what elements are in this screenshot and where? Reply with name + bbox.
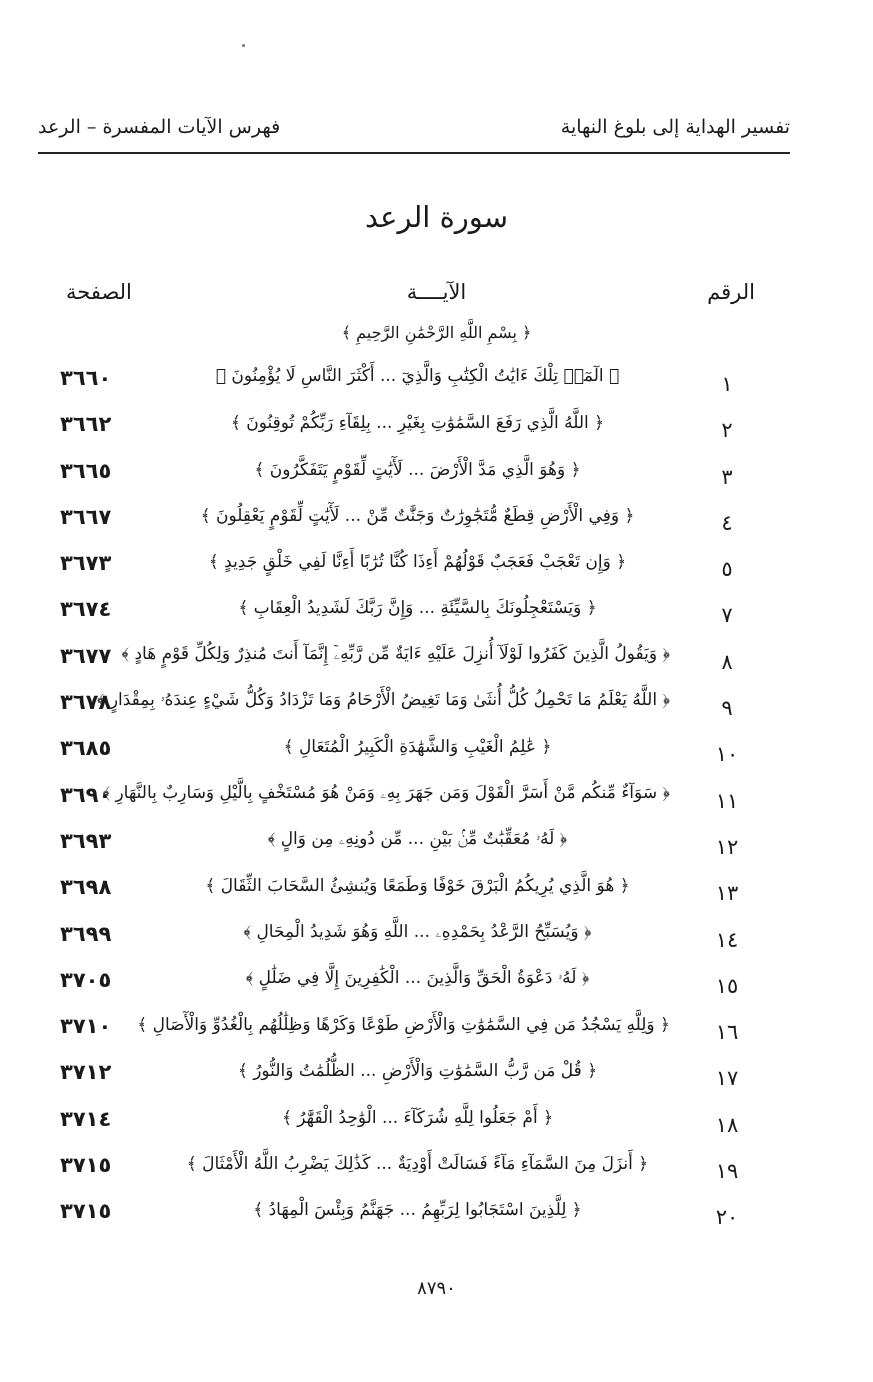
page-ref: ٣٦٩٨ [60,875,112,900]
verse-text: ﴿ لَهُۥ دَعْوَةُ الْحَقِّ وَالَّذِينَ ... الْكَٰفِرِينَ إِلَّا فِي ضَلَٰلٍ ﴾ [245,967,590,988]
page-ref: ٣٦٧٨ [60,690,112,715]
header-rule [38,152,790,154]
verse-text: ﴿ وَإِن تَعْجَبْ فَعَجَبٌ قَوْلُهُمْ أَءِذَا كُنَّا تُرَٰبًا أَءِنَّا لَفِي خَلْقٍ جَدِيدٍ ﴾ [208,552,627,573]
verse-number: ١٦ [715,1020,739,1045]
verse-text: ﴿ وَيَقُولُ الَّذِينَ كَفَرُوا لَوْلَآ أُنزِلَ عَلَيْهِ ءَايَةٌ مِّن رَّبِّهِۦٓ إِنَّمَآ أَنتَ مُنذِرٌ وَلِكُلِّ قَوْمٍ هَادٍ ﴾ [121,643,670,664]
table-row [60,449,760,495]
verse-text: ﴿ سَوَآءٌ مِّنكُم مَّنْ أَسَرَّ الْقَوْلَ وَمَن جَهَرَ بِهِۦ وَمَنْ هُوَ مُسْتَخْفٍ بِالَّيْلِ وَسَارِبٌ بِالنَّهَارِ ﴾ [102,782,670,803]
verse-number: ٢٠ [715,1205,739,1230]
table-row [60,1143,760,1189]
column-header-number: الرقم [707,280,755,304]
verse-text: ﴿ وَفِي الْأَرْضِ قِطَعٌ مُّتَجَٰوِرَٰتٌ وَجَنَّٰتٌ مِّنْ ... لَأٓيَٰتٍ لِّقَوْمٍ يَعْقِلُونَ ﴾ [200,505,635,526]
page-ref: ٣٦٩٣ [60,828,112,853]
page-ref: ٣٦٦٧ [60,504,112,529]
verse-number: ٥ [721,557,733,582]
verse-number: ١٨ [715,1112,739,1137]
column-header-verse: الآيــــة [406,280,467,304]
verse-text: ﴿ اللَّهُ الَّذِي رَفَعَ السَّمَٰوَٰتِ بِغَيْرِ ... بِلِقَآءِ رَبِّكُمْ تُوقِنُونَ ﴾ [230,413,605,434]
page-ref: ٣٦٧٧ [60,643,112,668]
verse-text: ﴿ اللَّهُ يَعْلَمُ مَا تَحْمِلُ كُلُّ أُنثَىٰ وَمَا تَغِيضُ الْأَرْحَامُ وَمَا تَزْدَادُ وَكُلُّ شَيْءٍ عِندَهُۥ بِمِقْدَارٍ ﴾ [96,690,670,711]
verse-number: ١٢ [715,834,739,859]
table-row [60,587,760,633]
book-title: تفسير الهداية إلى بلوغ النهاية [560,116,790,138]
verse-text: ﴿ قُلْ مَن رَّبُّ السَّمَٰوَٰتِ وَالْأَرْضِ ... الظُّلُمَٰتُ وَالنُّورُ ﴾ [237,1061,598,1082]
page-ref: ٣٦٦٢ [60,412,112,437]
verse-number: ١٩ [715,1159,739,1184]
page-ref: ٣٦٧٤ [60,597,112,622]
verse-number: ١٧ [715,1066,739,1091]
page-ref: ٣٧١٠ [60,1014,112,1039]
verse-number: ٢ [721,418,733,443]
running-header [38,112,790,142]
page-ref: ٣٧٠٥ [60,967,112,992]
verse-text: ﴿ وَهُوَ الَّذِي مَدَّ الْأَرْضَ ... لَأٓيَٰتٍ لِّقَوْمٍ يَتَفَكَّرُونَ ﴾ [254,459,581,480]
page-ref: ٣٧١٤ [60,1106,112,1131]
table-row [60,958,760,1004]
verse-text: ﴿ وَيَسْتَعْجِلُونَكَ بِالسَّيِّئَةِ ... وَإِنَّ رَبَّكَ لَشَدِيدُ الْعِقَابِ ﴾ [238,598,597,619]
table-row [60,680,760,726]
verse-text: ﴿ وَيُسَبِّحُ الرَّعْدُ بِحَمْدِهِۦ ... اللَّهِ وَهُوَ شَدِيدُ الْمِحَالِ ﴾ [243,921,592,942]
table-row [60,495,760,541]
verse-number: ٨ [721,649,733,674]
column-header-page: الصفحة [66,280,132,304]
verse-index-table [60,356,760,1236]
page-ref: ٣٦٦٥ [60,458,112,483]
table-row [60,1189,760,1235]
verse-text: ﴿ لَهُۥ مُعَقِّبَٰتٌ مِّنۢ بَيْنِ ... مِّن دُونِهِۦ مِن وَالٍ ﴾ [267,828,568,849]
page-ref: ٣٦٦٠ [60,366,112,390]
table-row [60,402,760,448]
table-row [60,819,760,865]
verse-text: ﴿ هُوَ الَّذِي يُرِيكُمُ الْبَرْقَ خَوْفًا وَطَمَعًا وَيُنشِئُ السَّحَابَ الثِّقَالَ ﴾ [205,876,630,897]
page-number: ٨٧٩٠ [417,1278,456,1299]
table-row [60,912,760,958]
table-row [60,356,760,402]
table-row [60,773,760,819]
verse-number: ١٣ [715,881,739,906]
table-row [60,865,760,911]
verse-text: ﴿ وَلِلَّهِ يَسْجُدُ مَن فِي السَّمَٰوَٰتِ وَالْأَرْضِ طَوْعًا وَكَرْهًا وَظِلَٰلُهُم بِالْغُدُوِّ وَالْأٓصَالِ ﴾ [137,1015,670,1036]
scan-speck [242,44,245,47]
index-title: فهرس الآيات المفسرة – الرعد [38,116,281,138]
table-row [60,726,760,772]
page-ref: ٣٧١٢ [60,1060,112,1085]
page-ref: ٣٦٩٩ [60,921,112,946]
page-ref: ٣٦٩٠ [60,782,112,807]
verse-number: ١١ [715,788,739,813]
verse-text: ﴿ عَٰلِمُ الْغَيْبِ وَالشَّهَٰدَةِ الْكَبِيرُ الْمُتَعَالِ ﴾ [283,737,552,758]
verse-number: ١٥ [715,973,739,998]
verse-number: ٤ [721,510,733,535]
verse-text: ﴿ لِلَّذِينَ اسْتَجَابُوا لِرَبِّهِمُ ... جَهَنَّمُ وَبِئْسَ الْمِهَادُ ﴾ [253,1200,582,1221]
verse-number: ١٠ [715,742,739,767]
verse-number: ١٤ [715,927,739,952]
basmala: ﴿ بِسْمِ اللَّهِ الرَّحْمَٰنِ الرَّحِيمِ ﴾ [341,323,532,342]
page-ref: ٣٦٨٥ [60,736,112,761]
page-ref: ٣٧١٥ [60,1199,112,1224]
verse-text: ﴿ الٓمٓرۚ تِلْكَ ءَايَٰتُ الْكِتَٰبِ وَالَّذِيٓ ... أَكْثَرَ النَّاسِ لَا يُؤْمِنُونَ ﴾ [215,366,620,386]
page-ref: ٣٧١٥ [60,1153,112,1178]
table-row [60,634,760,680]
table-row [60,1097,760,1143]
verse-number: ٣ [721,464,733,489]
verse-number: ٧ [721,603,733,628]
verse-number: ١ [721,372,733,396]
table-row [60,1004,760,1050]
page-ref: ٣٦٧٣ [60,551,112,576]
verse-text: ﴿ أَمْ جَعَلُوا لِلَّهِ شُرَكَآءَ ... الْوَٰحِدُ الْقَهَّٰرُ ﴾ [281,1107,554,1128]
table-row [60,1050,760,1096]
table-row [60,541,760,587]
surah-title: سورة الرعد [364,200,509,234]
verse-number: ٩ [721,696,733,721]
verse-text: ﴿ أَنزَلَ مِنَ السَّمَآءِ مَآءً فَسَالَتْ أَوْدِيَةٌ ... كَذَٰلِكَ يَضْرِبُ اللَّهُ الْأَمْثَالَ ﴾ [186,1154,649,1175]
